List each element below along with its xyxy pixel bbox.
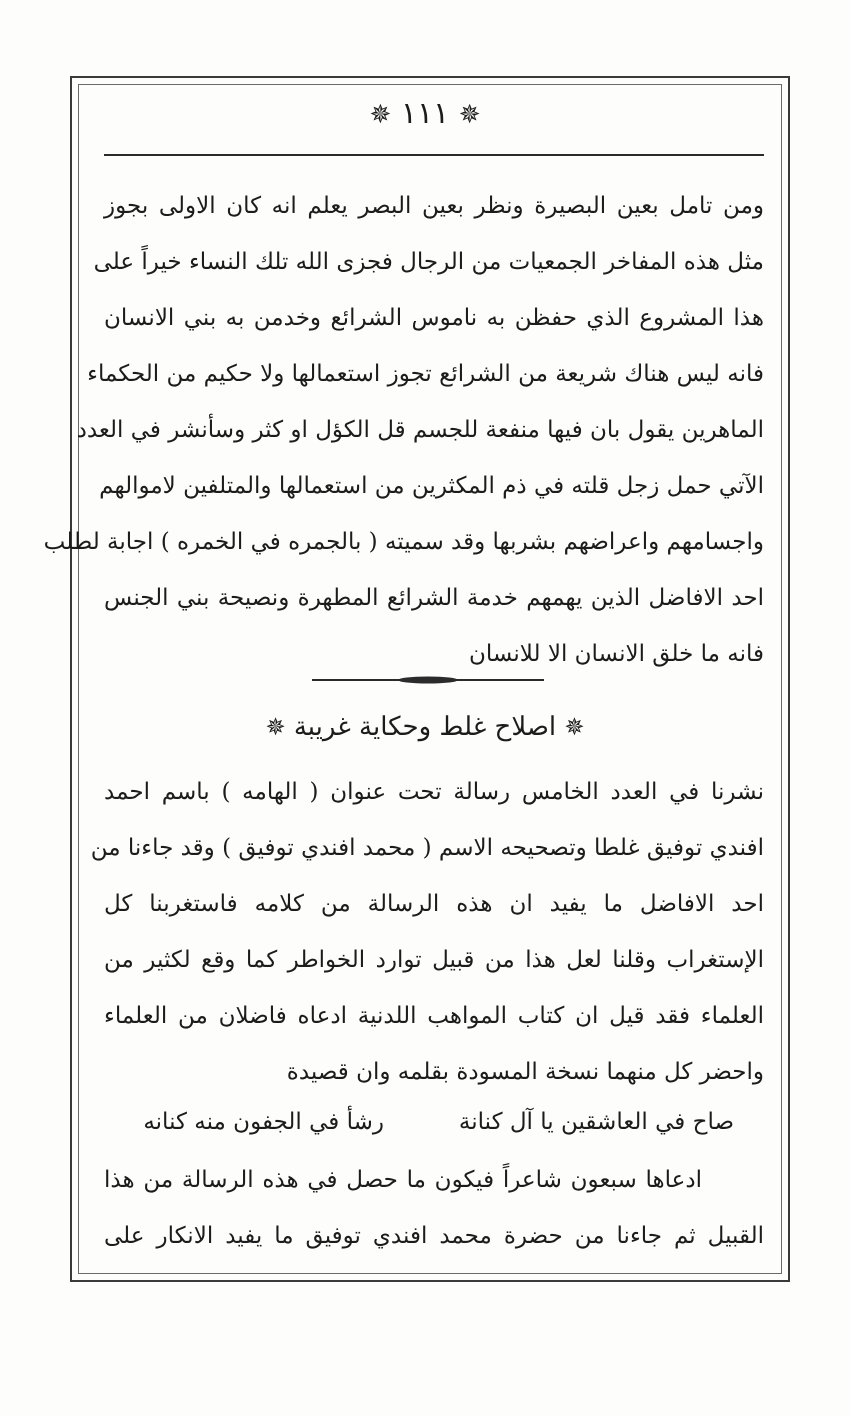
text-line: الماهرين يقول بان فيها منفعة للجسم قل الكؤل او كثر وسأنشر في العدد <box>76 417 764 443</box>
text-line: فانه ليس هناك شريعة من الشرائع تجوز استعمالها ولا حكيم من الحكماء <box>87 361 764 387</box>
text-line: واحضر كل منهما نسخة المسودة بقلمه وان قصيدة <box>286 1059 764 1085</box>
section-title-text: اصلاح غلط وحكاية غريبة <box>293 712 557 742</box>
paragraph-3 <box>104 1152 764 1264</box>
verse-hemistich-1: صاح في العاشقين يا آل كنانة <box>458 1109 734 1135</box>
text-line: هذا المشروع الذي حفظن به ناموس الشرائع وخدمن به بني الانسان <box>104 305 764 331</box>
text-line: مثل هذه المفاخر الجمعيات من الرجال فجزى الله تلك النساء خيراً على <box>93 249 764 275</box>
star-ornament-icon: ✵ <box>564 713 585 741</box>
text-line: الإستغراب وقلنا لعل هذا من قبيل توارد الخواطر كما وقع لكثير من <box>104 947 764 973</box>
header-rule <box>104 154 764 156</box>
text-line: نشرنا في العدد الخامس رسالة تحت عنوان ( الهامه ) باسم احمد <box>104 779 764 805</box>
star-ornament-icon: ✵ <box>265 713 286 741</box>
text-line: ومن تامل بعين البصيرة ونظر بعين البصر يعلم انه كان الاولى بجوز <box>104 193 764 219</box>
section-title <box>0 712 850 742</box>
text-line: ادعاها سبعون شاعراً فيكون ما حصل في هذه الرسالة من هذا <box>104 1167 702 1193</box>
page-number: ١١١ <box>400 96 450 131</box>
star-ornament-icon: ✵ <box>369 100 392 130</box>
text-line: العلماء فقد قيل ان كتاب المواهب اللدنية ادعاه فاضلان من العلماء <box>104 1003 764 1029</box>
verse-hemistich-2: رشأ في الجفون منه كنانه <box>143 1109 384 1135</box>
paragraph-2 <box>90 764 764 1100</box>
poem-verse <box>104 1094 764 1150</box>
star-ornament-icon: ✵ <box>458 100 481 130</box>
page-number-header <box>0 96 850 131</box>
text-line: واجسامهم واعراضهم بشربها وقد سميته ( بالجمره في الخمره ) اجابة لطلب <box>43 529 764 555</box>
section-divider <box>312 676 544 684</box>
text-line: افندي توفيق غلطا وتصحيحه الاسم ( محمد افندي توفيق ) وقد جاءنا من <box>90 835 764 861</box>
text-line: فانه ما خلق الانسان الا للانسان <box>468 641 764 667</box>
paragraph-1 <box>43 178 764 682</box>
text-line: احد الافاضل الذين يهمهم خدمة الشرائع المطهرة ونصيحة بني الجنس <box>104 585 764 611</box>
text-line: القبيل ثم جاءنا من حضرة محمد افندي توفيق ما يفيد الانكار على <box>104 1223 764 1249</box>
text-line: الآتي حمل زجل قلته في ذم المكثرين من استعمالها والمتلفين لاموالهم <box>99 473 764 499</box>
text-line: احد الافاضل ما يفيد ان هذه الرسالة من كلامه فاستغربنا كل <box>104 891 764 917</box>
